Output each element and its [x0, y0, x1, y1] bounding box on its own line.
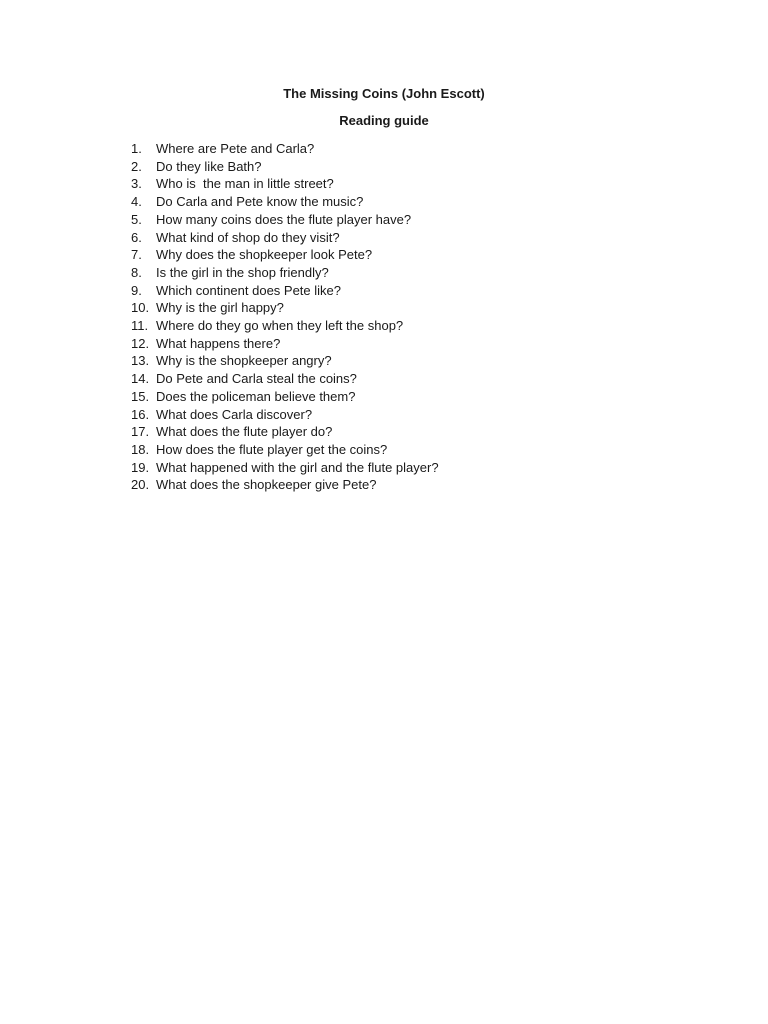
question-number: 5.	[131, 211, 142, 227]
question-text: Where do they go when they left the shop?	[156, 318, 404, 334]
question-item	[131, 193, 439, 211]
question-item	[131, 175, 439, 193]
question-text: Why is the shopkeeper angry?	[156, 353, 332, 369]
question-text: Do Pete and Carla steal the coins?	[156, 371, 357, 387]
question-number: 1.	[131, 141, 142, 156]
question-list	[131, 140, 439, 494]
question-number: 11.	[131, 318, 149, 334]
question-text: What does Carla discover?	[156, 406, 313, 422]
question-item	[131, 406, 439, 424]
question-text: Why is the girl happy?	[156, 300, 284, 316]
question-text: Why does the shopkeeper look Pete?	[156, 247, 373, 263]
question-item	[131, 441, 439, 459]
question-number: 19.	[131, 459, 150, 475]
question-item	[131, 282, 439, 300]
question-item	[131, 246, 439, 264]
question-number: 13.	[131, 353, 150, 369]
question-item	[131, 388, 439, 406]
question-number: 6.	[131, 229, 142, 245]
question-item	[131, 229, 439, 247]
question-item	[131, 459, 439, 477]
question-text: Where are Pete and Carla?	[156, 141, 315, 156]
question-number: 16.	[131, 406, 150, 422]
question-number: 20.	[131, 477, 150, 493]
question-text: Does the policeman believe them?	[156, 388, 356, 404]
question-item	[131, 211, 439, 229]
question-number: 8.	[131, 264, 142, 280]
document-title: The Missing Coins (John Escott)	[283, 86, 485, 101]
question-number: 3.	[131, 176, 142, 192]
question-item	[131, 352, 439, 370]
document-subtitle: Reading guide	[339, 113, 429, 128]
question-item	[131, 158, 439, 176]
question-number: 18.	[131, 441, 150, 457]
question-text: Which continent does Pete like?	[156, 282, 341, 298]
question-text: How many coins does the flute player have?	[156, 211, 412, 227]
question-item	[131, 370, 439, 388]
question-number: 9.	[131, 282, 142, 298]
question-number: 15.	[131, 388, 150, 404]
question-text: Is the girl in the shop friendly?	[156, 264, 329, 280]
question-number: 17.	[131, 424, 150, 440]
question-item	[131, 317, 439, 335]
question-number: 2.	[131, 158, 142, 174]
question-number: 12.	[131, 335, 150, 351]
question-item	[131, 140, 439, 158]
question-item	[131, 335, 439, 353]
question-text: What kind of shop do they visit?	[156, 229, 340, 245]
question-text: What does the flute player do?	[156, 424, 333, 440]
question-number: 7.	[131, 247, 142, 263]
question-number: 14.	[131, 371, 150, 387]
question-item	[131, 476, 439, 494]
question-text: Do Carla and Pete know the music?	[156, 194, 364, 210]
question-item	[131, 299, 439, 317]
question-number: 4.	[131, 194, 142, 210]
question-item	[131, 264, 439, 282]
question-text: What does the shopkeeper give Pete?	[156, 477, 377, 493]
question-number: 10.	[131, 300, 150, 316]
question-text: Do they like Bath?	[156, 158, 262, 174]
question-text: Who is the man in little street?	[156, 176, 334, 192]
question-text: How does the flute player get the coins?	[156, 441, 388, 457]
question-text: What happened with the girl and the flute player?	[156, 459, 439, 475]
question-text: What happens there?	[156, 335, 281, 351]
question-item	[131, 423, 439, 441]
